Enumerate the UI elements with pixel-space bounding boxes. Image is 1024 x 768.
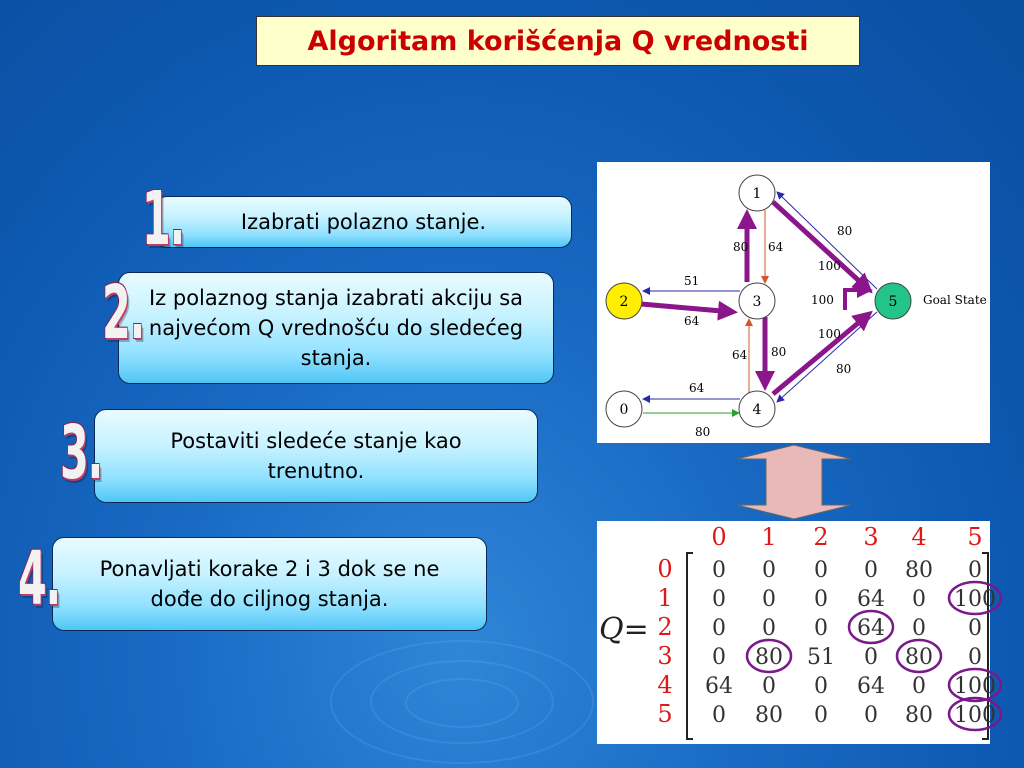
q-cell: 0 [712, 703, 726, 728]
q-col-header: 5 [967, 523, 983, 551]
step-3-box [94, 409, 538, 503]
step-4-box [52, 537, 487, 631]
edge-label-3-4: 80 [771, 345, 787, 359]
edge-label-1-5: 80 [837, 224, 853, 238]
q-cell: 0 [968, 645, 982, 670]
q-col-header: 1 [761, 523, 777, 551]
slide-title-box [256, 16, 860, 66]
edge-5-1 [777, 192, 877, 289]
q-cell: 0 [762, 616, 776, 641]
q-cell: 80 [755, 645, 783, 670]
step-2-text: Iz polaznog stanja izabrati akciju sa najvećom Q vrednošću do sledećeg stanja. [148, 286, 524, 370]
q-cell: 0 [814, 558, 828, 583]
step-3-text: Postaviti sledeće stanje kao trenutno. [170, 429, 462, 483]
double-arrow-icon [733, 443, 855, 521]
q-cell: 64 [705, 674, 733, 699]
q-col-header: 2 [813, 523, 829, 551]
path-5-self [845, 290, 869, 310]
node-5-label: 5 [888, 294, 898, 310]
path-1-5 [773, 202, 869, 290]
step-4-number: 4. [18, 536, 60, 622]
goal-state-label: Goal State [923, 293, 987, 307]
step-2-number: 2. [102, 270, 144, 356]
q-row-header: 0 [657, 555, 673, 583]
slide-title: Algoritam korišćenja Q vrednosti [307, 25, 809, 57]
q-row-header: 2 [657, 613, 673, 641]
q-cell: 0 [912, 674, 926, 699]
node-1-label: 1 [752, 186, 762, 202]
node-2-label: 2 [619, 294, 629, 310]
step-3-number: 3. [60, 410, 102, 496]
edge-label-4-5: 100 [818, 327, 841, 341]
node-4-label: 4 [752, 402, 762, 418]
q-cell: 0 [814, 674, 828, 699]
q-cell: 0 [814, 703, 828, 728]
path-2-3 [641, 304, 733, 312]
edge-label-1-3: 80 [733, 240, 749, 254]
q-row-header: 5 [657, 700, 673, 728]
state-graph [597, 162, 990, 443]
q-cell: 0 [712, 587, 726, 612]
edge-label-2-3: 64 [684, 314, 700, 328]
q-cell: 64 [857, 616, 885, 641]
matrix-left-bracket [687, 553, 693, 739]
path-4-5 [773, 314, 869, 394]
edge-label-3-1: 64 [768, 240, 784, 254]
node-0-label: 0 [619, 402, 629, 418]
q-cell: 0 [912, 587, 926, 612]
q-cell: 0 [762, 674, 776, 699]
q-cell: 0 [712, 558, 726, 583]
q-cell: 0 [814, 587, 828, 612]
q-cell: 80 [905, 645, 933, 670]
q-cell: 0 [864, 558, 878, 583]
q-col-header: 3 [863, 523, 879, 551]
edge-label-5-4: 80 [836, 362, 852, 376]
q-cell: 0 [712, 616, 726, 641]
q-cell: 100 [954, 674, 996, 699]
q-label: Q= [599, 612, 649, 647]
step-2-box [118, 272, 554, 384]
q-cell: 0 [968, 616, 982, 641]
q-cell: 80 [755, 703, 783, 728]
q-cell: 0 [912, 616, 926, 641]
q-cell: 80 [905, 703, 933, 728]
q-row-header: 4 [657, 671, 673, 699]
q-cell: 80 [905, 558, 933, 583]
step-4-text: Ponavljati korake 2 i 3 dok se ne dođe do ciljnog stanja. [99, 557, 440, 611]
edge-label-3-2: 51 [684, 274, 700, 288]
edge-label-3-5: 100 [811, 293, 834, 307]
q-cell: 100 [954, 703, 996, 728]
q-cell: 0 [814, 616, 828, 641]
q-cell: 51 [807, 645, 835, 670]
q-col-header: 4 [911, 523, 927, 551]
q-cell: 0 [864, 703, 878, 728]
q-cell: 64 [857, 587, 885, 612]
background-ripple [405, 678, 519, 728]
edge-5-4 [777, 312, 877, 402]
q-cell: 64 [857, 674, 885, 699]
q-cell: 0 [762, 558, 776, 583]
edge-label-4-3: 64 [732, 348, 748, 362]
q-cell: 0 [864, 645, 878, 670]
q-row-header: 3 [657, 642, 673, 670]
q-col-header: 0 [711, 523, 727, 551]
step-1-number: 1. [142, 176, 184, 262]
state-graph-panel [597, 162, 990, 443]
q-matrix-panel [597, 521, 996, 744]
q-cell: 0 [762, 587, 776, 612]
edge-label-4-0: 64 [689, 381, 705, 395]
q-row-header: 1 [657, 584, 673, 612]
q-cell: 0 [968, 558, 982, 583]
q-cell: 0 [712, 645, 726, 670]
q-matrix [597, 521, 996, 744]
edge-label-0-4: 80 [695, 425, 711, 439]
step-1-box [155, 196, 572, 248]
node-3-label: 3 [752, 294, 762, 310]
edge-label-1-5b: 100 [818, 259, 841, 273]
q-cell: 100 [954, 587, 996, 612]
step-1-text: Izabrati polazno stanje. [240, 210, 487, 234]
